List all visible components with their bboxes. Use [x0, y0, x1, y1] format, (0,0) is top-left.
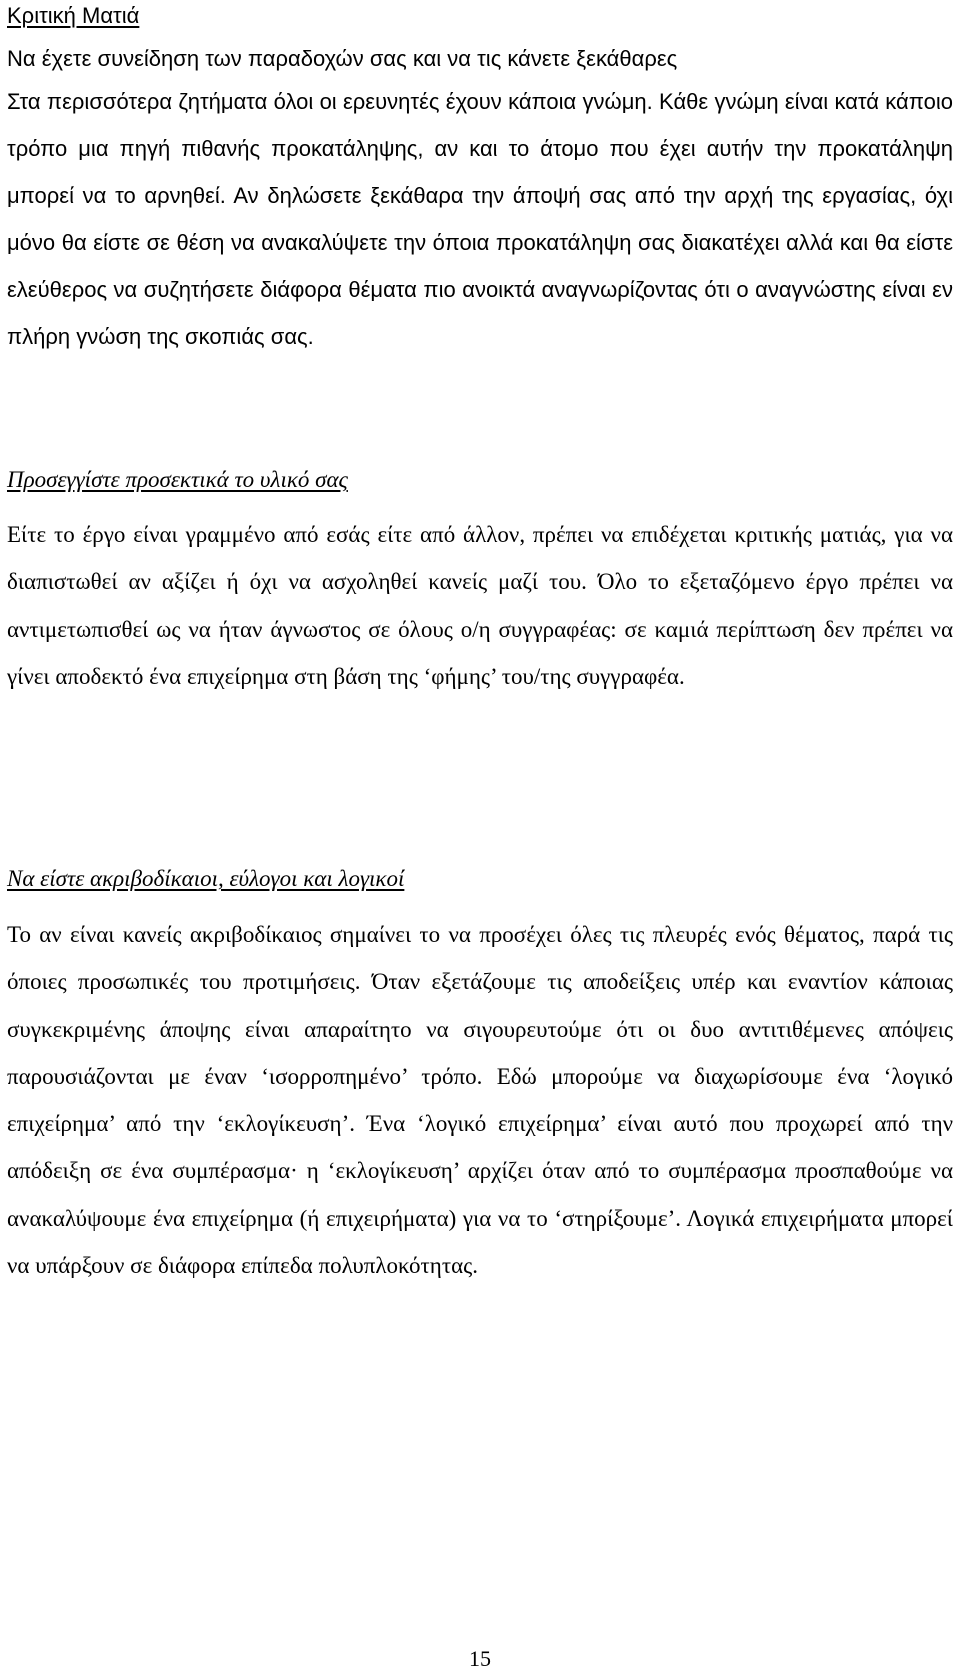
section-title-fair-reasonable: Να είστε ακριβοδίκαιοι, εύλογοι και λογικοί [7, 866, 405, 891]
section-subtitle-assumptions: Να έχετε συνείδηση των παραδοχών σας και να τις κάνετε ξεκάθαρες [7, 46, 678, 71]
paragraph-approach-material: Είτε το έργο είναι γραμμένο από εσάς είτε από άλλον, πρέπει να επιδέχεται κριτικής ματιάς, για να διαπιστωθεί αν αξίζει ή όχι να ασχοληθεί κανείς μαζί του. Όλο το εξεταζόμενο έργο πρέπει να αντιμετωπισθεί ως να ήταν άγνωστος σε όλους ο/η συγγραφέας: σε καμιά περίπτωση δεν πρέπει να γίνει αποδεκτό ένα επιχείρημα στη βάση της ‘φήμης’ του/της συγγραφέα. [7, 522, 953, 689]
section-title-approach-material: Προσεγγίστε προσεκτικά το υλικό σας [7, 467, 348, 492]
paragraph-assumptions: Στα περισσότερα ζητήματα όλοι οι ερευνητές έχουν κάποια γνώμη. Κάθε γνώμη είναι κατά κάποιο τρόπο μια πηγή πιθανής προκατάληψης, αν και το άτομο που έχει αυτήν την προκατάληψη μπορεί να το αρνηθεί. Αν δηλώσετε ξεκάθαρα την άποψή σας από την αρχή της εργασίας, όχι μόνο θα είστε σε θέση να ανακαλύψετε την όποια προκατάληψη σας διακατέχει αλλά και θα είστε ελεύθερος να συζητήσετε διάφορα θέματα πιο ανοικτά αναγνωρίζοντας ότι ο αναγνώστης είναι εν πλήρη γνώση της σκοπιάς σας. [7, 89, 953, 349]
page-number: 15 [469, 1646, 491, 1671]
paragraph-fair-reasonable: Το αν είναι κανείς ακριβοδίκαιος σημαίνει το να προσέχει όλες τις πλευρές ενός θέματος, παρά τις όποιες προσωπικές του προτιμήσεις. Όταν εξετάζουμε τις αποδείξεις υπέρ και εναντίον κάποιας συγκεκριμένης άποψης είναι απαραίτητο να σιγουρευτούμε ότι οι δυο αντιτιθέμενες απόψεις παρουσιάζονται με έναν ‘ισορροπημένο’ τρόπο. Εδώ μπορούμε να διαχωρίσουμε ένα ‘λογικό επιχείρημα’ από την ‘εκλογίκευση’. Ένα ‘λογικό επιχείρημα’ είναι αυτό που προχωρεί από την απόδειξη σε ένα συμπέρασμα· η ‘εκλογίκευση’ αρχίζει όταν από το συμπέρασμα προσπαθούμε να ανακαλύψουμε ένα επιχείρημα (ή επιχειρήματα) για να το ‘στηρίξουμε’. Λογικά επιχειρήματα μπορεί να υπάρξουν σε διάφορα επίπεδα πολυπλοκότητας. [7, 922, 953, 1279]
section-title-critical-view: Κριτική Ματιά [7, 3, 140, 28]
